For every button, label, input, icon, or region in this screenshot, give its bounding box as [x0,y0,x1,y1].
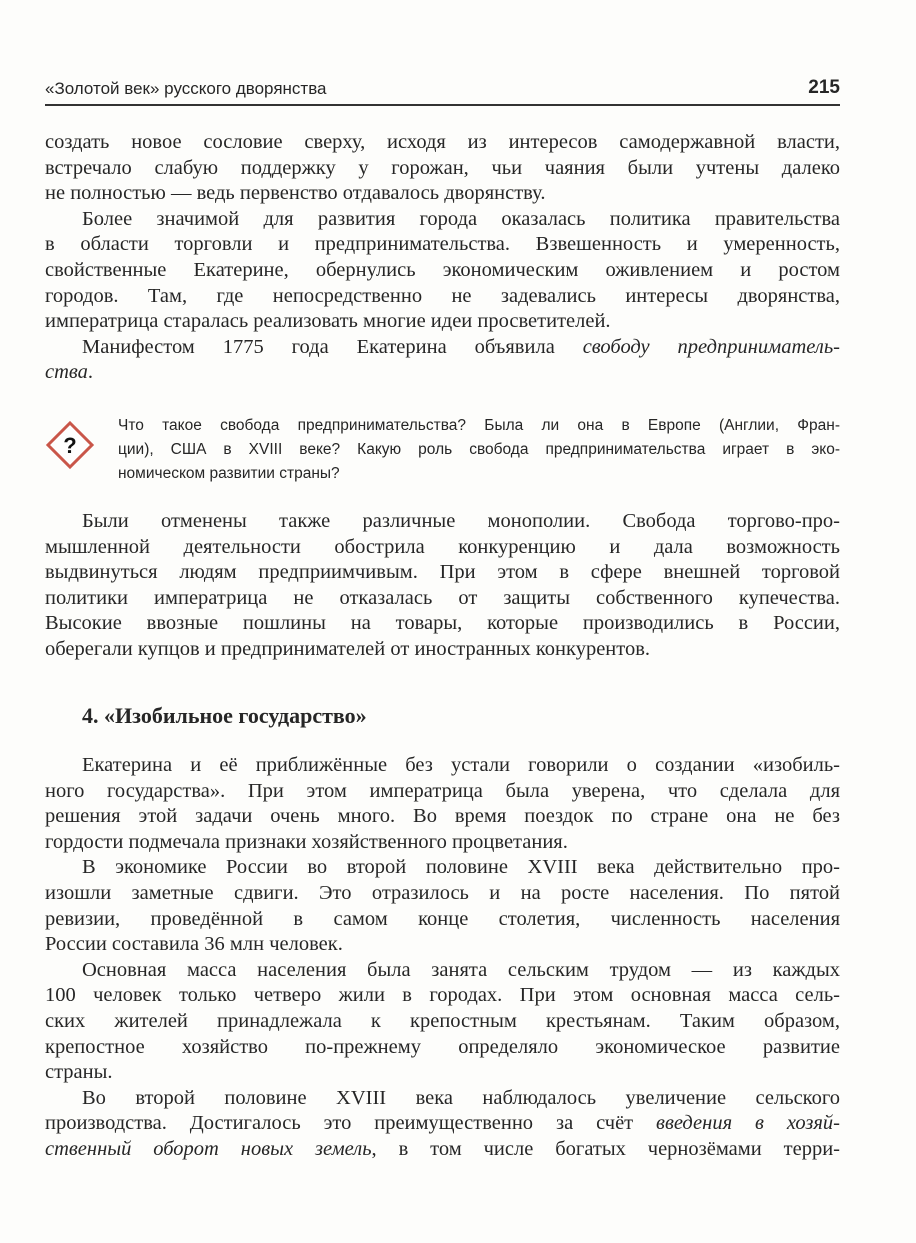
text-line: решения этой задачи очень много. Во время поездок по стране она не без [45,805,840,828]
question-diamond-icon [45,420,95,470]
text-line: Более значимой для развития города оказалась политика правительства [82,207,840,230]
text-line: в области торговли и предпринимательства. Взвешенность и умеренность, [45,233,840,256]
chapter-title: «Золотой век» русского дворянства [45,79,327,98]
text-line [45,360,840,386]
text-line: свойственные Екатерине, обернулись экономическим оживлением и ростом [45,258,840,281]
text-run: Манифестом 1775 года Екатерина объявила [82,335,583,358]
question-line: ции), США в XVIII веке? Какую роль свобода предпринимательства играет в эко- [118,441,840,458]
text-line: встречало слабую поддержку у горожан, чьи чаяния были учтены далеко [45,156,840,179]
text-run: производства. Достигалось это преимущественно за счёт [45,1112,657,1135]
text-line: не полностью — ведь первенство отдавалось дворянству. [45,182,546,205]
paragraph [45,855,840,957]
paragraph [45,335,840,386]
paragraph [45,958,840,1086]
text-line: императрица старалась реализовать многие идеи просветителей. [45,310,611,333]
italic-text: свободу предприниматель- [582,335,840,358]
text-line: мышленной деятельности обострила конкуренцию и дала возможность [45,535,840,558]
page-number: 215 [808,77,840,98]
text-line [45,1137,840,1163]
paragraph [45,509,840,663]
text-line: крепостное хозяйство по-прежнему определяло экономическое развитие [45,1035,840,1058]
question-text [118,414,840,486]
text-line: изошли заметные сдвиги. Это отразилось и на росте населения. По пятой [45,881,840,904]
text-run: . [87,361,94,384]
text-line: выдвинуться людям предприимчивым. При этом в сфере внешней торговой [45,561,840,584]
text-line: ного государства». При этом императрица была уверена, что сделала для [45,779,840,802]
text-line: Высокие ввозные пошлины на товары, которые производились в России, [45,612,840,635]
text-line [45,335,840,361]
paragraph [45,207,840,335]
text-line: В экономике России во второй половине XVIII века действительно про- [82,856,840,879]
text-line: Во второй половине XVIII века наблюдалось увеличение сельского [82,1086,840,1109]
text-line: Екатерина и её приближённые без устали говорили о создании «изобиль- [82,754,840,776]
text-line: создать новое сословие сверху, исходя из интересов самодержавной власти, [45,131,840,153]
text-run: , в том числе богатых чернозёмами терри- [371,1137,840,1160]
paragraph [45,130,840,207]
svg-text:?: ? [63,433,77,458]
text-line: ских жителей принадлежала к крепостным крестьянам. Таким образом, [45,1009,840,1032]
text-line: страны. [45,1061,113,1084]
italic-text: ственный оборот новых земель [45,1137,372,1160]
text-line: 100 человек только четверо жили в городах. При этом основная масса сель- [45,984,840,1007]
italic-text: введения в хозяй- [656,1112,840,1135]
text-line: России составила 36 млн человек. [45,933,343,956]
section-heading: 4. «Изобильное государство» [82,703,367,728]
text-block-top [45,130,840,386]
text-line [45,1111,840,1137]
question-box [45,414,840,489]
text-line: Были отменены также различные монополии. Свобода торгово-про- [82,510,840,532]
text-line: ревизии, проведённой в самом конце столетия, численность населения [45,907,840,930]
text-block-bottom [45,753,840,1163]
text-line: оберегали купцов и предпринимателей от иностранных конкурентов. [45,637,651,660]
paragraph [45,753,840,855]
text-line: городов. Там, где непосредственно не задевались интересы дворянства, [45,284,840,307]
question-line: Что такое свобода предпринимательства? Была ли она в Европе (Англии, Фран- [118,417,840,434]
paragraph [45,1086,840,1163]
text-line: Основная масса населения была занята сельским трудом — из каждых [82,958,840,981]
italic-text: ства [45,361,88,384]
question-line: номическом развитии страны? [118,465,340,482]
text-line: гордости подмечала признаки хозяйственного процветания. [45,830,568,853]
running-header [45,78,840,106]
text-line: политики императрица не отказалась от защиты собственного купечества. [45,586,840,609]
text-block-middle [45,509,840,663]
